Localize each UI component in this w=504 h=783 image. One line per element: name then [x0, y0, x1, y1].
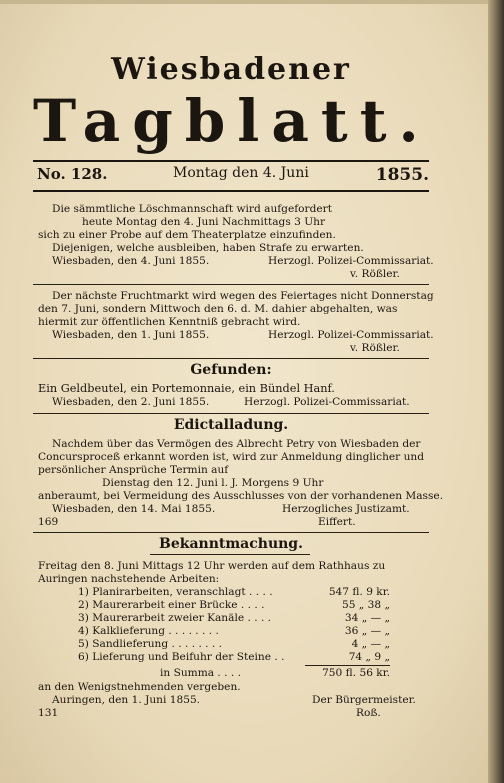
section-rule: [33, 532, 429, 533]
announcement-closing: an den Wenigstnehmenden vergeben.: [38, 681, 241, 693]
found-place-date: Wiesbaden, den 2. Juni 1855.: [52, 396, 210, 408]
announcement-place-date: Auringen, den 1. Juni 1855.: [52, 694, 201, 706]
section-rule: [33, 358, 429, 359]
dateline-top-rule: [33, 160, 429, 162]
notice2-place-date: Wiesbaden, den 1. Juni 1855.: [52, 329, 210, 341]
heading-underline: [150, 554, 310, 555]
found-authority: Herzogl. Polizei-Commissariat.: [244, 396, 410, 408]
announcement-signature: Roß.: [356, 707, 381, 719]
issue-year: 1855.: [375, 165, 429, 185]
masthead-city: Wiesbadener: [111, 52, 351, 87]
notice2-signature: v. Rößler.: [350, 342, 400, 354]
dateline-bottom-rule: [33, 190, 429, 192]
notice2-line: Der nächste Fruchtmarkt wird wegen des Feiertages nicht Donnerstag: [52, 290, 434, 302]
found-heading: Gefunden:: [190, 362, 272, 378]
edict-line: Dienstag den 12. Juni l. J. Morgens 9 Uhr: [102, 477, 324, 489]
issue-number: No. 128.: [37, 165, 108, 183]
edict-number: 169: [38, 516, 59, 528]
notice1-line: Die sämmtliche Löschmannschaft wird aufgefordert: [52, 203, 332, 215]
edict-line: persönlicher Ansprüche Termin auf: [38, 464, 229, 476]
sum-label: in Summa . . . .: [160, 667, 242, 679]
notice1-signature: v. Rößler.: [350, 268, 400, 280]
section-rule: [33, 413, 429, 414]
work-item-amount: 4 „ — „: [351, 638, 390, 650]
notice2-authority: Herzogl. Polizei-Commissariat.: [268, 329, 434, 341]
notice2-line: hiermit zur öffentlichen Kenntniß gebracht wird.: [38, 316, 301, 328]
announcement-intro: Freitag den 8. Juni Mittags 12 Uhr werden auf dem Rathhaus zu: [38, 560, 386, 572]
work-item-amount: 36 „ — „: [344, 625, 390, 637]
work-item-amount: 34 „ — „: [344, 612, 390, 624]
edict-authority: Herzogliches Justizamt.: [282, 503, 410, 515]
section-rule: [33, 284, 429, 285]
work-item-label: 5) Sandlieferung . . . . . . . .: [78, 638, 223, 650]
work-item-label: 3) Maurerarbeit zweier Kanäle . . . .: [78, 612, 272, 624]
edict-place-date: Wiesbaden, den 14. Mai 1855.: [52, 503, 216, 515]
page-top-edge: [0, 0, 504, 4]
masthead-title: Tagblatt.: [33, 87, 431, 155]
notice1-line: sich zu einer Probe auf dem Theaterplatze einzufinden.: [38, 229, 336, 241]
edict-signature: Eiffert.: [318, 516, 356, 528]
notice1-line: heute Montag den 4. Juni Nachmittags 3 Uhr: [82, 216, 326, 228]
notice2-line: den 7. Juni, sondern Mittwoch den 6. d. M. dahier abgehalten, was: [38, 303, 398, 315]
work-item-label: 1) Planirarbeiten, veranschlagt . . . .: [78, 586, 273, 598]
dateline: [33, 165, 429, 189]
work-item-label: 4) Kalklieferung . . . . . . . .: [78, 625, 219, 637]
announcement-number: 131: [38, 707, 59, 719]
edict-line: Nachdem über das Vermögen des Albrecht Petry von Wiesbaden der: [52, 438, 421, 450]
issue-date: Montag den 4. Juni: [173, 165, 309, 181]
work-item-amount: 547 fl. 9 kr.: [328, 586, 390, 598]
edict-line: anberaumt, bei Vermeidung des Ausschlusses von der vorhandenen Masse.: [38, 490, 444, 502]
edict-line: Concursproceß erkannt worden ist, wird zur Anmeldung dinglicher und: [38, 451, 425, 463]
found-line: Ein Geldbeutel, ein Portemonnaie, ein Bündel Hanf.: [38, 382, 335, 395]
work-item-label: 2) Maurerarbeit einer Brücke . . . .: [78, 599, 265, 611]
work-item-amount: 55 „ 38 „: [341, 599, 390, 611]
notice1-authority: Herzogl. Polizei-Commissariat.: [268, 255, 434, 267]
announcement-heading: Bekanntmachung.: [159, 536, 303, 552]
work-item-amount: 74 „ 9 „: [348, 651, 390, 663]
edict-heading: Edictalladung.: [173, 417, 289, 433]
book-spine: [488, 0, 504, 783]
work-item-label: 6) Lieferung und Beifuhr der Steine . .: [78, 651, 285, 663]
announcement-intro: Auringen nachstehende Arbeiten:: [38, 573, 220, 585]
sum-amount: 750 fl. 56 kr.: [322, 667, 390, 679]
notice1-line: Diejenigen, welche ausbleiben, haben Strafe zu erwarten.: [52, 242, 364, 254]
announcement-authority: Der Bürgermeister.: [312, 694, 416, 706]
sum-rule: [305, 665, 390, 666]
notice1-place-date: Wiesbaden, den 4. Juni 1855.: [52, 255, 210, 267]
